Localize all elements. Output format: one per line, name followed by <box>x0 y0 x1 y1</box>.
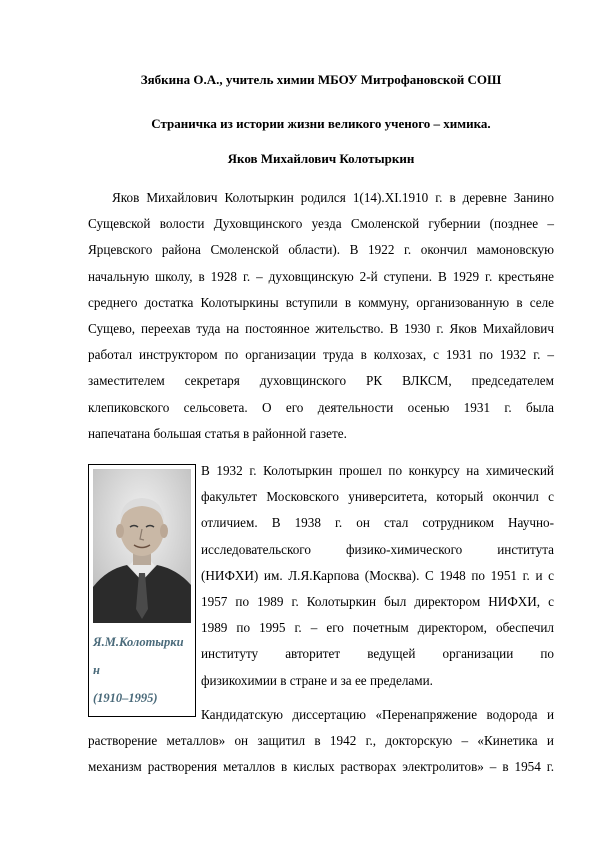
portrait-caption-name: Я.М.Колотырки <box>93 635 184 649</box>
text-line: Кандидатскую диссертацию «Перенапряжение водорода и <box>201 707 554 722</box>
paragraph-dissertations-start <box>201 702 554 728</box>
person-name-heading: Яков Михайлович Колотыркин <box>227 151 415 166</box>
text-line: Яков Михайлович Колотыркин родился 1(14).XI.1910 г. в деревне Занино <box>112 190 554 205</box>
text-line: отличием. В 1938 г. он стал сотрудником Научно- <box>201 515 554 531</box>
text-line: 1989 по 1995 г. – его почетным директором, обеспечил <box>201 620 554 636</box>
paragraph-biography-career <box>201 458 554 694</box>
portrait-frame <box>88 464 196 717</box>
text-line: институту авторитет ведущей организации по <box>201 646 554 662</box>
text-line: растворение металлов» он защитил в 1942 г., докторскую – «Кинетика и <box>88 733 554 748</box>
text-line: физикохимии в стране и за ее пределами. <box>201 672 433 688</box>
text-line: Сущевской волости Духовщинского уезда Смоленской губернии (позднее – <box>88 216 554 232</box>
paragraph-biography-early <box>88 185 554 447</box>
text-line: 1957 по 1989 г. Колотыркин был директором НИФХИ, с <box>201 593 554 609</box>
portrait-image <box>93 469 191 623</box>
text-line: исследовательского физико-химического института <box>201 541 554 557</box>
text-line: среднего достатка Колотыркины вступили в коммуну, организованную в селе <box>88 294 554 310</box>
text-line: факультет Московского университета, который окончил с <box>201 489 554 505</box>
text-line: начальную школу, в 1928 г. – духовщинскую 2-й ступени. В 1929 г. крестьяне <box>88 268 554 284</box>
text-line: механизм растворения металлов в кислых растворах электролитов» – в 1954 г. <box>88 759 554 775</box>
text-line: клепиковского сельсовета. О его деятельности осенью 1931 г. была <box>88 399 554 415</box>
text-line: (НИФХИ) им. Л.Я.Карпова (Москва). С 1948 по 1951 г. и с <box>201 567 554 583</box>
subtitle: Страничка из истории жизни великого ученого – химика. <box>151 116 491 131</box>
paragraph-dissertations <box>88 728 554 780</box>
text-line: заместителем секретаря духовщинского РК ВЛКСМ, председателем <box>88 373 554 389</box>
text-line: напечатана большая статья в районной газете. <box>88 425 347 441</box>
portrait-photo <box>93 469 191 623</box>
portrait-caption-years: (1910–1995) <box>93 691 158 705</box>
text-line: Ярцевского района Смоленской области). В 1922 г. окончил мамоновскую <box>88 242 554 258</box>
text-line: Сущево, переехав туда на постоянное жительство. В 1930 г. Яков Михайлович <box>88 320 554 336</box>
text-line: В 1932 г. Колотыркин прошел по конкурсу на химический <box>201 463 554 478</box>
portrait-caption-name-end: н <box>93 663 100 677</box>
text-line: работал инструктором по организации труда в колхозах, с 1931 по 1932 г. – <box>88 347 554 363</box>
author-line: Зябкина О.А., учитель химии МБОУ Митрофановской СОШ <box>140 72 502 87</box>
